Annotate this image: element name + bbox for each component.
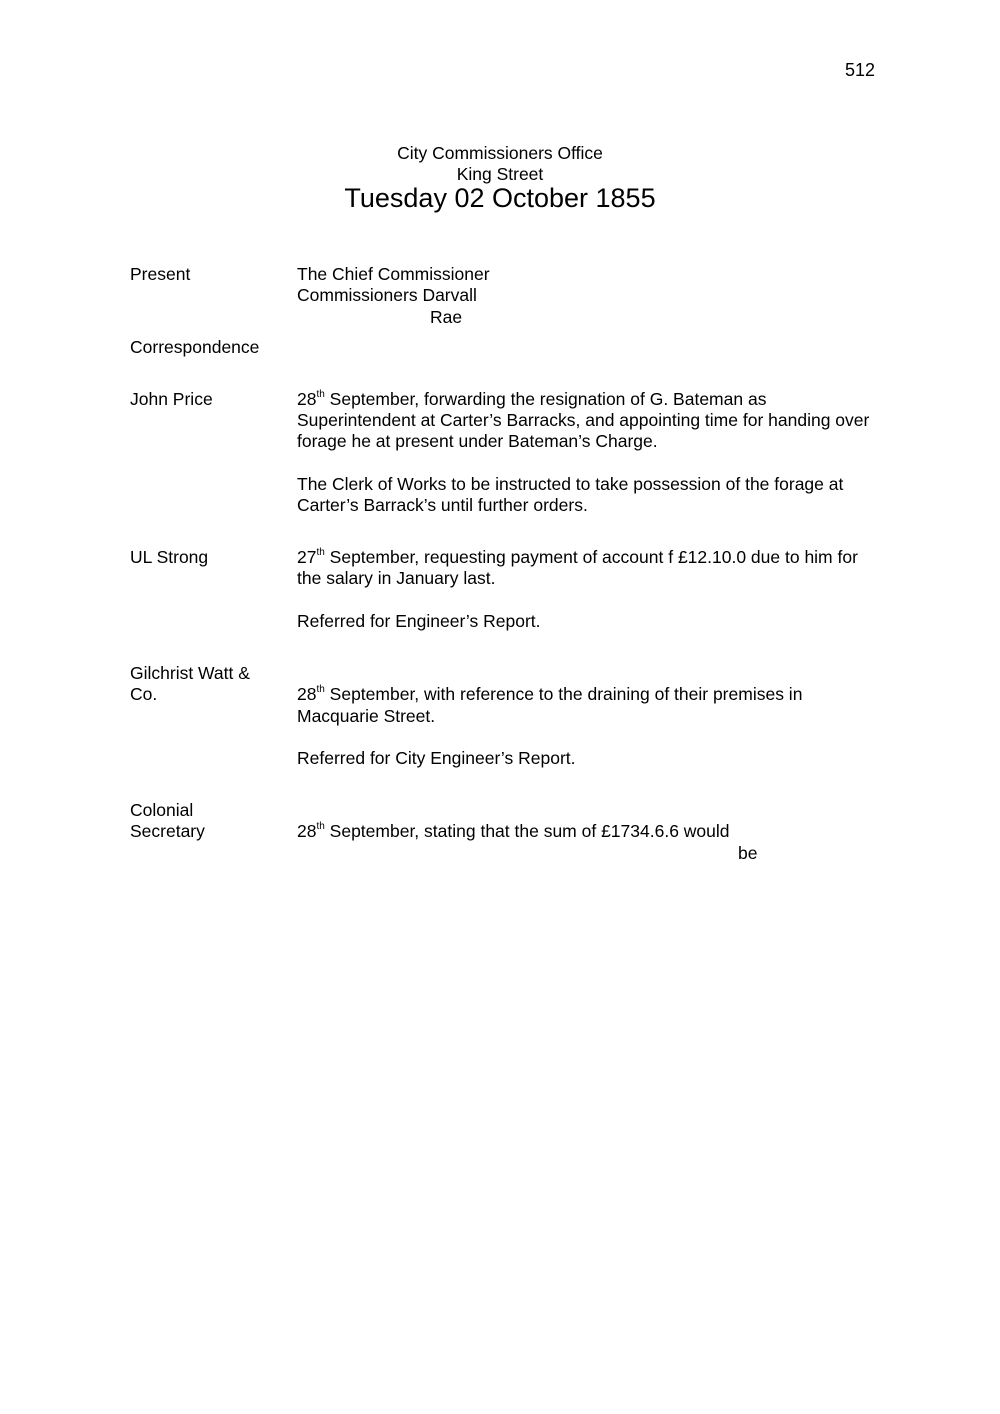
office-name: City Commissioners Office — [397, 143, 603, 163]
meeting-date: Tuesday 02 October 1855 — [344, 183, 656, 213]
correspondence-label: Correspondence — [130, 337, 260, 357]
present-line: Rae — [430, 307, 463, 327]
letter-summary-line: 28th September, stating that the sum of £1734.6.6 would — [297, 821, 730, 841]
resolution-line: Referred for Engineer’s Report. — [297, 611, 541, 631]
correspondent-name: Co. — [130, 684, 158, 704]
page-number: 512 — [845, 60, 876, 80]
letter-summary-line: 28th September, forwarding the resignation of G. Bateman as — [297, 389, 767, 409]
letter-summary-line: 27th September, requesting payment of account f £12.10.0 due to him for — [297, 547, 858, 567]
correspondent-name: Secretary — [130, 821, 205, 841]
resolution-line: Referred for City Engineer’s Report. — [297, 748, 576, 768]
letter-summary-line: Superintendent at Carter’s Barracks, and appointing time for handing over — [297, 410, 870, 430]
correspondent-name: John Price — [130, 389, 213, 409]
resolution-line: The Clerk of Works to be instructed to take possession of the forage at — [297, 474, 844, 494]
letter-summary-line: the salary in January last. — [297, 568, 496, 588]
present-line: Commissioners Darvall — [297, 285, 477, 305]
letter-summary-line: Macquarie Street. — [297, 706, 436, 726]
correspondent-name: Colonial — [130, 800, 194, 820]
present-line: The Chief Commissioner — [297, 264, 490, 284]
catchword: be — [738, 843, 758, 863]
present-label: Present — [130, 264, 191, 284]
letter-summary-line: 28th September, with reference to the draining of their premises in — [297, 684, 803, 704]
letter-summary-line: forage he at present under Bateman’s Charge. — [297, 431, 658, 451]
correspondent-name: Gilchrist Watt & — [130, 663, 250, 683]
correspondent-name: UL Strong — [130, 547, 209, 567]
resolution-line: Carter’s Barrack’s until further orders. — [297, 495, 588, 515]
street-name: King Street — [456, 164, 544, 184]
